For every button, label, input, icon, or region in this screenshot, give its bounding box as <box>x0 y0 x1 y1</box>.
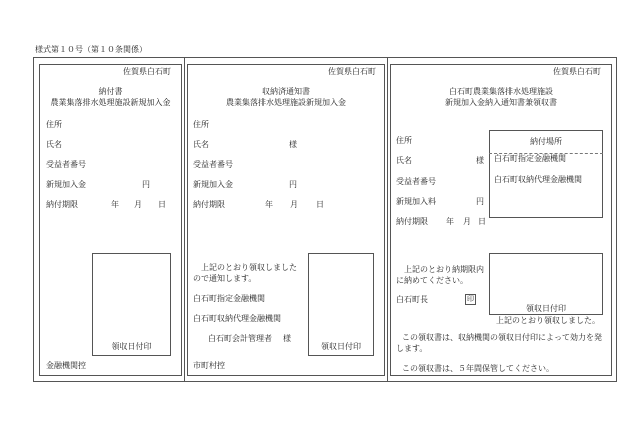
middle-amount-label: 新規加入金 <box>193 180 233 189</box>
right-notice-line2: に納めてください。 <box>396 276 468 285</box>
middle-manager: 白石町会計管理者 <box>208 334 272 343</box>
left-amount-label: 新規加入金 <box>46 180 86 189</box>
middle-notice-line1: 上記のとおり領収しました <box>201 263 297 272</box>
payment-place-title: 納付場所 <box>530 137 562 146</box>
payment-place-bank1: 白石町指定金融機関 <box>494 154 566 163</box>
right-notice-line1: 上記のとおり納期限内 <box>404 265 484 274</box>
left-deadline-label: 納付期限 <box>46 200 78 209</box>
left-subtitle: 農業集落排水処理施設新規加入金 <box>50 98 171 107</box>
payment-place-bank2: 白石町収納代理金融機関 <box>494 175 582 184</box>
right-day-m: 月 <box>463 217 471 226</box>
middle-stamp-label: 領収日付印 <box>321 342 361 351</box>
left-stamp-label: 領収日付印 <box>111 342 152 351</box>
middle-year: 年 <box>265 200 273 209</box>
mayor-label: 白石町長 <box>396 295 428 304</box>
divider-right <box>387 58 388 382</box>
middle-stamp-box <box>308 253 374 356</box>
right-address-label: 住所 <box>396 136 412 145</box>
middle-amount-unit: 円 <box>289 180 297 189</box>
receipt-note-line2: します。 <box>396 344 428 353</box>
left-day: 日 <box>158 200 166 209</box>
middle-footer: 市町村控 <box>193 361 225 370</box>
right-name-sama: 様 <box>476 156 484 165</box>
left-name-label: 氏名 <box>46 140 62 149</box>
right-title: 白石町農業集落排水処理施設 <box>449 87 553 96</box>
middle-beneficiary-label: 受益者番号 <box>193 160 233 169</box>
right-amount-unit: 円 <box>476 197 484 206</box>
receipt-note-line1: この領収書は、収納機関の領収日付印によって効力を発 <box>402 333 602 342</box>
divider-left <box>184 58 185 382</box>
left-year: 年 <box>111 200 119 209</box>
right-amount-label: 新規加入料 <box>396 197 436 206</box>
left-org: 佐賀県白石町 <box>123 67 171 76</box>
right-subtitle: 新規加入金納入通知書兼領収書 <box>445 98 557 107</box>
right-deadline-label: 納付期限 <box>396 217 428 226</box>
middle-bank1: 白石町指定金融機関 <box>193 294 265 303</box>
left-beneficiary-label: 受益者番号 <box>46 160 86 169</box>
left-address-label: 住所 <box>46 120 62 129</box>
right-stamp-label: 領収日付印 <box>526 304 566 313</box>
receipt-note-line3: この領収書は、５年間保管してください。 <box>402 364 554 373</box>
left-month: 月 <box>134 200 142 209</box>
middle-day: 日 <box>316 200 324 209</box>
middle-subtitle: 農業集落排水処理施設新規加入金 <box>226 98 346 107</box>
left-footer: 金融機関控 <box>46 361 86 370</box>
middle-deadline-label: 納付期限 <box>193 200 225 209</box>
middle-address-label: 住所 <box>193 120 209 129</box>
left-amount-unit: 円 <box>142 180 150 189</box>
middle-month: 月 <box>290 200 298 209</box>
middle-org: 佐賀県白石町 <box>328 67 376 76</box>
right-name-label: 氏名 <box>396 156 412 165</box>
middle-notice-line2: ので通知します。 <box>193 274 257 283</box>
middle-name-sama: 様 <box>289 140 297 149</box>
middle-manager-sama: 様 <box>283 334 291 343</box>
right-month: 年 <box>446 217 454 226</box>
middle-title: 収納済通知書 <box>262 87 310 96</box>
received-statement: 上記のとおり領収しました。 <box>496 316 600 325</box>
middle-bank2: 白石町収納代理金融機関 <box>193 314 281 323</box>
middle-name-label: 氏名 <box>193 140 209 149</box>
right-day: 日 <box>478 217 486 226</box>
right-beneficiary-label: 受益者番号 <box>396 177 436 186</box>
left-title: 納付書 <box>98 87 123 96</box>
left-stamp-box <box>92 253 171 356</box>
form-number-label: 様式第１０号（第１０条関係） <box>35 45 147 54</box>
right-org: 佐賀県白石町 <box>553 67 601 76</box>
mayor-seal: 印 <box>467 295 474 303</box>
